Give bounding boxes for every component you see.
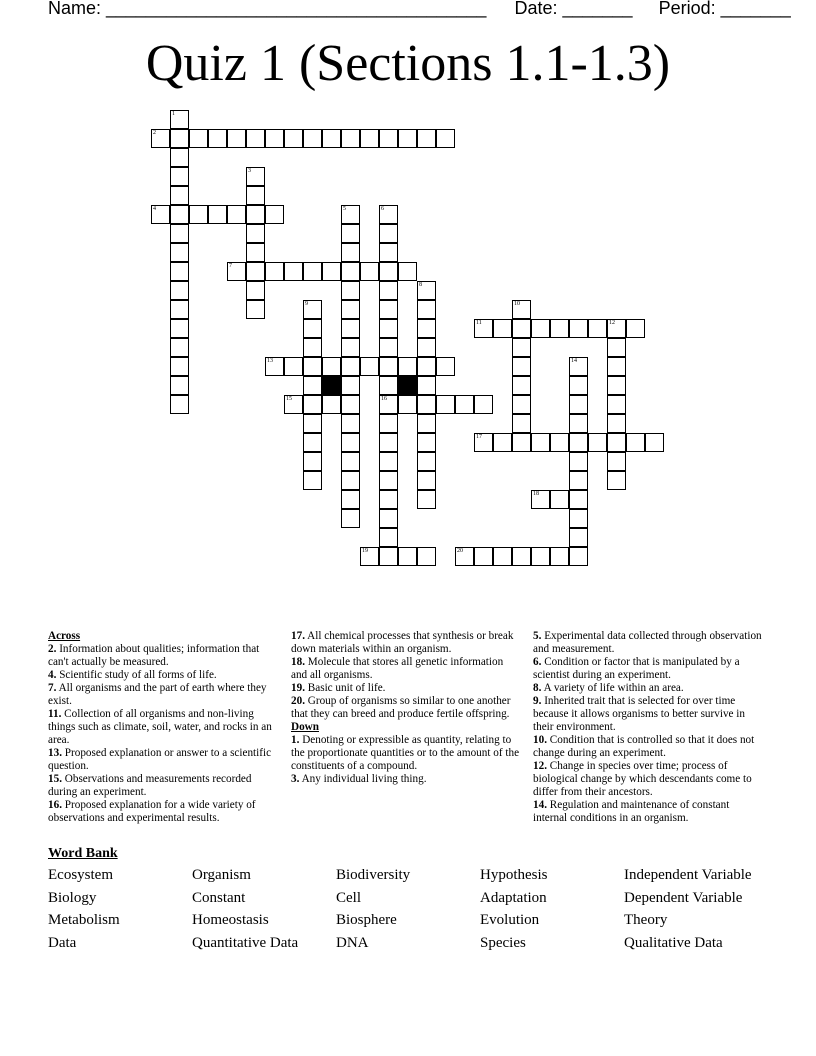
crossword-cell[interactable] — [607, 471, 626, 490]
clue-text: Basic unit of life. — [304, 682, 386, 694]
word-bank-item: Cell — [336, 890, 361, 906]
clue-text: Experimental data collected through observation and measurement. — [533, 630, 762, 655]
crossword-cell[interactable] — [170, 186, 189, 205]
word-bank-item: DNA — [336, 935, 369, 951]
crossword-cell[interactable] — [284, 129, 303, 148]
clue-number: 9. — [533, 695, 542, 707]
crossword-cell[interactable] — [189, 205, 208, 224]
crossword-cell[interactable] — [341, 433, 360, 452]
crossword-cell[interactable] — [170, 205, 189, 224]
crossword-cell[interactable] — [550, 319, 569, 338]
crossword-cell[interactable] — [417, 395, 436, 414]
clue-text: Inherited trait that is selected for over time because it allows organisms to better survive in their environment. — [533, 695, 745, 733]
down-clue — [533, 734, 763, 760]
down-clue — [533, 695, 763, 734]
down-clue — [533, 656, 763, 682]
cell-number: 13 — [267, 358, 273, 364]
crossword-cell[interactable] — [303, 338, 322, 357]
crossword-cell[interactable] — [303, 357, 322, 376]
crossword-cell[interactable] — [569, 319, 588, 338]
word-bank-item: Homeostasis — [192, 912, 269, 928]
crossword-cell[interactable] — [303, 471, 322, 490]
crossword-cell[interactable] — [474, 395, 493, 414]
clue-text: Denoting or expressible as quantity, relating to the proportionate quantities or to the amount of the constituents of a compound. — [291, 734, 520, 772]
crossword-cell[interactable] — [607, 338, 626, 357]
crossword-cell[interactable] — [246, 224, 265, 243]
crossword-cell[interactable] — [341, 281, 360, 300]
crossword-cell[interactable] — [246, 281, 265, 300]
crossword-cell[interactable] — [550, 490, 569, 509]
crossword-cell[interactable] — [417, 300, 436, 319]
cell-number: 9 — [305, 301, 308, 307]
crossword-cell[interactable] — [170, 110, 189, 129]
across-clue — [48, 643, 280, 669]
period-field[interactable]: Period: _______ — [658, 0, 791, 18]
crossword-cell[interactable] — [531, 547, 550, 566]
crossword-cell[interactable] — [246, 186, 265, 205]
crossword-cell[interactable] — [569, 433, 588, 452]
clue-text: Collection of all organisms and non-living things such as climate, soil, water, and rocks in an area. — [48, 708, 272, 746]
clue-text: Condition or factor that is manipulated by a scientist during an experiment. — [533, 656, 740, 681]
crossword-cell[interactable] — [341, 300, 360, 319]
crossword-cell[interactable] — [360, 262, 379, 281]
down-heading: Down — [291, 721, 319, 733]
cell-number: 20 — [457, 548, 463, 554]
word-bank-title: Word Bank — [48, 846, 118, 861]
page-title: Quiz 1 (Sections 1.1-1.3) — [145, 35, 671, 92]
crossword-cell[interactable] — [208, 205, 227, 224]
name-field[interactable]: Name: ______________________________________ — [48, 0, 487, 18]
crossword-cell[interactable] — [417, 281, 436, 300]
crossword-cell[interactable] — [398, 547, 417, 566]
crossword-cell[interactable] — [341, 452, 360, 471]
crossword-cell[interactable] — [379, 528, 398, 547]
crossword-cell[interactable] — [170, 376, 189, 395]
crossword-cell[interactable] — [417, 471, 436, 490]
crossword-cell[interactable] — [474, 433, 493, 452]
crossword-cell[interactable] — [436, 395, 455, 414]
cell-number: 4 — [153, 206, 156, 212]
across-clue — [291, 695, 521, 721]
crossword-cell[interactable] — [607, 433, 626, 452]
crossword-cell[interactable] — [626, 319, 645, 338]
crossword-cell[interactable] — [170, 262, 189, 281]
clue-number: 8. — [533, 682, 542, 694]
word-bank-item: Biosphere — [336, 912, 397, 928]
crossword-cell[interactable] — [607, 376, 626, 395]
crossword-cell[interactable] — [512, 547, 531, 566]
word-bank-item: Qualitative Data — [624, 935, 723, 951]
crossword-cell[interactable] — [588, 319, 607, 338]
crossword-cell[interactable] — [379, 129, 398, 148]
word-bank-item: Quantitative Data — [192, 935, 299, 951]
across-clue — [48, 669, 280, 682]
crossword-cell[interactable] — [379, 509, 398, 528]
crossword-cell[interactable] — [284, 262, 303, 281]
word-bank-item: Biodiversity — [336, 867, 411, 883]
crossword-cell[interactable] — [246, 167, 265, 186]
crossword-cell[interactable] — [512, 414, 531, 433]
crossword-cell[interactable] — [569, 509, 588, 528]
crossword-cell[interactable] — [379, 300, 398, 319]
crossword-cell[interactable] — [170, 148, 189, 167]
clue-number: 1. — [291, 734, 300, 746]
clue-number: 10. — [533, 734, 547, 746]
cell-number: 12 — [609, 320, 615, 326]
crossword-cell[interactable] — [379, 547, 398, 566]
crossword-cell[interactable] — [322, 262, 341, 281]
crossword-cell[interactable] — [569, 395, 588, 414]
crossword-cell[interactable] — [417, 452, 436, 471]
clue-number: 12. — [533, 760, 547, 772]
crossword-cell[interactable] — [436, 129, 455, 148]
crossword-cell[interactable] — [493, 433, 512, 452]
crossword-cell[interactable] — [341, 338, 360, 357]
word-bank-item: Evolution — [480, 912, 540, 928]
clue-text: All organisms and the part of earth where they exist. — [48, 682, 267, 707]
crossword-cell[interactable] — [284, 357, 303, 376]
crossword-cell[interactable] — [436, 357, 455, 376]
clue-number: 17. — [291, 630, 305, 642]
word-bank-item: Adaptation — [480, 890, 547, 906]
word-bank-item: Data — [48, 935, 77, 951]
crossword-cell[interactable] — [512, 376, 531, 395]
crossword-cell[interactable] — [379, 376, 398, 395]
crossword-cell[interactable] — [569, 357, 588, 376]
crossword-cell[interactable] — [170, 338, 189, 357]
crossword-cell[interactable] — [360, 129, 379, 148]
crossword-cell[interactable] — [151, 205, 170, 224]
crossword-cell[interactable] — [303, 433, 322, 452]
clue-number: 5. — [533, 630, 542, 642]
crossword-cell[interactable] — [246, 300, 265, 319]
clue-number: 15. — [48, 773, 62, 785]
down-clue — [291, 734, 521, 773]
cell-number: 1 — [172, 111, 175, 117]
clue-number: 2. — [48, 643, 57, 655]
crossword-cell[interactable] — [322, 395, 341, 414]
crossword-cell[interactable] — [341, 471, 360, 490]
crossword-cell[interactable] — [170, 243, 189, 262]
cell-number: 15 — [286, 396, 292, 402]
crossword-cell[interactable] — [379, 357, 398, 376]
crossword-cell[interactable] — [170, 357, 189, 376]
crossword-cell[interactable] — [607, 319, 626, 338]
crossword-cell[interactable] — [398, 395, 417, 414]
crossword-cell[interactable] — [322, 357, 341, 376]
cell-number: 14 — [571, 358, 577, 364]
crossword-cell[interactable] — [341, 205, 360, 224]
crossword-cell[interactable] — [531, 433, 550, 452]
black-square — [398, 376, 417, 395]
clue-text: Group of organisms so similar to one another that they can breed and produce fertile offspring. — [291, 695, 511, 720]
down-clue — [533, 799, 763, 825]
word-bank-item: Theory — [624, 912, 668, 928]
crossword-cell[interactable] — [170, 167, 189, 186]
crossword-cell[interactable] — [531, 490, 550, 509]
crossword-cell[interactable] — [379, 205, 398, 224]
crossword-cell[interactable] — [607, 452, 626, 471]
clues-column-3 — [533, 630, 763, 825]
crossword-cell[interactable] — [417, 338, 436, 357]
crossword-cell[interactable] — [284, 395, 303, 414]
crossword-cell[interactable] — [341, 490, 360, 509]
crossword-cell[interactable] — [626, 433, 645, 452]
cell-number: 10 — [514, 301, 520, 307]
crossword-cell[interactable] — [512, 357, 531, 376]
across-heading: Across — [48, 630, 81, 642]
crossword-cell[interactable] — [227, 262, 246, 281]
crossword-cell[interactable] — [417, 490, 436, 509]
crossword-cell[interactable] — [379, 452, 398, 471]
clue-text: Molecule that stores all genetic information and all organisms. — [291, 656, 504, 681]
clue-text: Proposed explanation for a wide variety of observations and experimental results. — [48, 799, 256, 824]
cell-number: 2 — [153, 130, 156, 136]
clue-number: 7. — [48, 682, 57, 694]
cell-number: 17 — [476, 434, 482, 440]
crossword-cell[interactable] — [341, 243, 360, 262]
crossword-cell[interactable] — [569, 376, 588, 395]
crossword-cell[interactable] — [417, 433, 436, 452]
crossword-cell[interactable] — [512, 395, 531, 414]
crossword-cell[interactable] — [303, 319, 322, 338]
crossword-cell[interactable] — [531, 319, 550, 338]
across-clue — [48, 747, 280, 773]
crossword-cell[interactable] — [303, 395, 322, 414]
crossword-cell[interactable] — [379, 262, 398, 281]
crossword-cell[interactable] — [246, 243, 265, 262]
crossword-cell[interactable] — [227, 205, 246, 224]
crossword-cell[interactable] — [341, 357, 360, 376]
clue-number: 20. — [291, 695, 305, 707]
clue-text: Scientific study of all forms of life. — [56, 669, 217, 681]
crossword-cell[interactable] — [398, 262, 417, 281]
clues-column-2 — [291, 630, 521, 786]
down-clue — [533, 630, 763, 656]
crossword-cell[interactable] — [151, 129, 170, 148]
crossword-cell[interactable] — [303, 414, 322, 433]
crossword-cell[interactable] — [455, 395, 474, 414]
crossword-cell[interactable] — [493, 547, 512, 566]
crossword-cell[interactable] — [569, 547, 588, 566]
across-clue — [48, 708, 280, 747]
crossword-cell[interactable] — [379, 319, 398, 338]
cell-number: 18 — [533, 491, 539, 497]
crossword-cell[interactable] — [265, 205, 284, 224]
crossword-cell[interactable] — [341, 224, 360, 243]
clue-number: 19. — [291, 682, 305, 694]
black-square — [322, 376, 341, 395]
crossword-cell[interactable] — [360, 547, 379, 566]
cell-number: 16 — [381, 396, 387, 402]
crossword-cell[interactable] — [341, 509, 360, 528]
crossword-cell[interactable] — [208, 129, 227, 148]
crossword-cell[interactable] — [512, 319, 531, 338]
clue-text: Condition that is controlled so that it does not change during an experiment. — [533, 734, 755, 759]
down-clue — [291, 773, 521, 786]
clue-text: Change in species over time; process of biological change by which descendants come to differ from their ancestors. — [533, 760, 752, 798]
word-bank-item: Metabolism — [48, 912, 120, 928]
across-clue — [291, 656, 521, 682]
crossword-cell[interactable] — [550, 433, 569, 452]
crossword-cell[interactable] — [569, 490, 588, 509]
crossword-cell[interactable] — [265, 357, 284, 376]
crossword-cell[interactable] — [170, 319, 189, 338]
crossword-cell[interactable] — [170, 395, 189, 414]
crossword-cell[interactable] — [341, 395, 360, 414]
crossword-cell[interactable] — [227, 129, 246, 148]
crossword-cell[interactable] — [170, 129, 189, 148]
clue-text: All chemical processes that synthesis or break down materials within an organism. — [291, 630, 514, 655]
crossword-cell[interactable] — [379, 224, 398, 243]
across-clue — [48, 799, 280, 825]
crossword-cell[interactable] — [246, 205, 265, 224]
crossword-cell[interactable] — [379, 281, 398, 300]
crossword-cell[interactable] — [474, 319, 493, 338]
crossword-cell[interactable] — [417, 547, 436, 566]
cell-number: 5 — [343, 206, 346, 212]
clue-number: 11. — [48, 708, 62, 720]
across-clue — [291, 682, 521, 695]
crossword-cell[interactable] — [493, 319, 512, 338]
cell-number: 7 — [229, 263, 232, 269]
cell-number: 19 — [362, 548, 368, 554]
clue-number: 18. — [291, 656, 305, 668]
clue-number: 4. — [48, 669, 57, 681]
crossword-cell[interactable] — [550, 547, 569, 566]
crossword-cell[interactable] — [417, 319, 436, 338]
clue-text: Information about qualities; information that can't actually be measured. — [48, 643, 260, 668]
date-field[interactable]: Date: _______ — [514, 0, 633, 18]
crossword-cell[interactable] — [322, 129, 341, 148]
word-bank-item: Species — [480, 935, 526, 951]
crossword-cell[interactable] — [341, 319, 360, 338]
crossword-cell[interactable] — [379, 414, 398, 433]
crossword-cell[interactable] — [341, 376, 360, 395]
crossword-cell[interactable] — [379, 338, 398, 357]
clues-column-1 — [48, 630, 280, 825]
crossword-cell[interactable] — [398, 129, 417, 148]
crossword-cell[interactable] — [170, 224, 189, 243]
clue-number: 16. — [48, 799, 62, 811]
clue-number: 3. — [291, 773, 300, 785]
down-clue — [533, 760, 763, 799]
word-bank-item: Biology — [48, 890, 97, 906]
crossword-cell[interactable] — [341, 262, 360, 281]
crossword-cell[interactable] — [170, 281, 189, 300]
clue-text: Any individual living thing. — [299, 773, 427, 785]
clue-text: A variety of life within an area. — [541, 682, 684, 694]
down-clue — [533, 682, 763, 695]
crossword-cell[interactable] — [379, 490, 398, 509]
crossword-cell[interactable] — [170, 300, 189, 319]
crossword-cell[interactable] — [189, 129, 208, 148]
crossword-cell[interactable] — [607, 395, 626, 414]
crossword-cell[interactable] — [417, 357, 436, 376]
cell-number: 6 — [381, 206, 384, 212]
crossword-cell[interactable] — [569, 471, 588, 490]
crossword-cell[interactable] — [607, 357, 626, 376]
word-bank-item: Ecosystem — [48, 867, 113, 883]
crossword-cell[interactable] — [474, 547, 493, 566]
crossword-cell[interactable] — [341, 129, 360, 148]
crossword-cell[interactable] — [607, 414, 626, 433]
crossword-cell[interactable] — [379, 243, 398, 262]
crossword-cell[interactable] — [588, 433, 607, 452]
crossword-cell[interactable] — [379, 471, 398, 490]
crossword-cell[interactable] — [265, 262, 284, 281]
word-bank-item: Organism — [192, 867, 251, 883]
crossword-cell[interactable] — [417, 129, 436, 148]
crossword-cell[interactable] — [455, 547, 474, 566]
crossword-cell[interactable] — [303, 129, 322, 148]
crossword-cell[interactable] — [512, 300, 531, 319]
cell-number: 3 — [248, 168, 251, 174]
cell-number: 11 — [476, 320, 482, 326]
crossword-cell[interactable] — [417, 414, 436, 433]
word-bank-item: Dependent Variable — [624, 890, 743, 906]
crossword-cell[interactable] — [569, 414, 588, 433]
crossword-cell[interactable] — [360, 357, 379, 376]
crossword-cell[interactable] — [341, 414, 360, 433]
across-clue — [291, 630, 521, 656]
crossword-cell[interactable] — [303, 300, 322, 319]
crossword-cell[interactable] — [398, 357, 417, 376]
crossword-cell[interactable] — [379, 395, 398, 414]
crossword-cell[interactable] — [379, 433, 398, 452]
crossword-cell[interactable] — [246, 262, 265, 281]
crossword-cell[interactable] — [417, 376, 436, 395]
crossword-cell[interactable] — [512, 338, 531, 357]
cell-number: 8 — [419, 282, 422, 288]
word-bank-item: Hypothesis — [480, 867, 548, 883]
clue-text: Proposed explanation or answer to a scientific question. — [48, 747, 272, 772]
clue-number: 6. — [533, 656, 542, 668]
crossword-cell[interactable] — [265, 129, 284, 148]
clue-number: 13. — [48, 747, 62, 759]
crossword-cell[interactable] — [569, 528, 588, 547]
word-bank-item: Constant — [192, 890, 246, 906]
clue-text: Observations and measurements recorded during an experiment. — [48, 773, 252, 798]
clue-text: Regulation and maintenance of constant internal conditions in an organism. — [533, 799, 730, 824]
across-clue — [48, 682, 280, 708]
crossword-cell[interactable] — [569, 452, 588, 471]
crossword-cell[interactable] — [645, 433, 664, 452]
crossword-cell[interactable] — [246, 129, 265, 148]
crossword-cell[interactable] — [303, 262, 322, 281]
clue-number: 14. — [533, 799, 547, 811]
crossword-cell[interactable] — [303, 452, 322, 471]
word-bank-item: Independent Variable — [624, 867, 752, 883]
crossword-cell[interactable] — [303, 376, 322, 395]
crossword-cell[interactable] — [512, 433, 531, 452]
across-clue — [48, 773, 280, 799]
